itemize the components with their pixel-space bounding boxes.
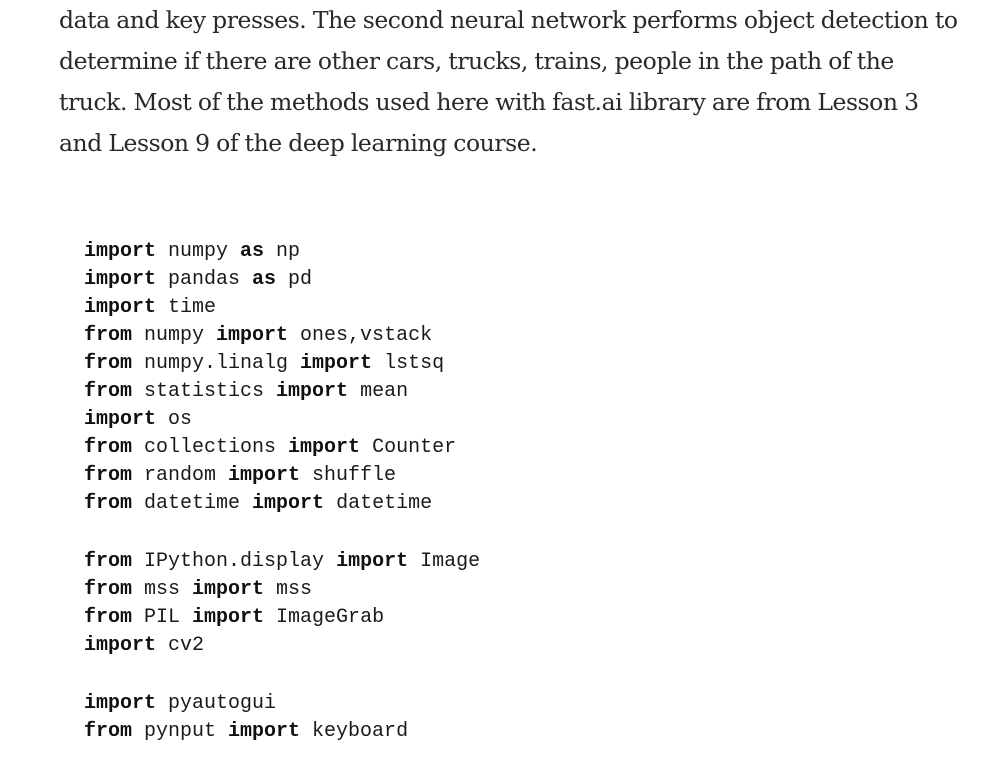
code-line: [84, 604, 480, 632]
code-keyword: import: [192, 606, 265, 629]
code-line: [84, 690, 480, 718]
code-keyword: import: [84, 296, 157, 319]
code-line: [84, 238, 480, 266]
code-text: cv2: [156, 634, 205, 657]
code-text: pd: [276, 268, 313, 291]
code-text: ImageGrab: [264, 606, 385, 629]
code-keyword: as: [252, 268, 277, 291]
code-line: [84, 378, 480, 406]
code-block: [84, 238, 480, 746]
code-text: numpy.linalg: [132, 352, 301, 375]
paragraph-line: and Lesson 9 of the deep learning course.: [59, 129, 538, 157]
code-keyword: from: [84, 380, 133, 403]
code-keyword: from: [84, 720, 133, 743]
code-text: collections: [132, 436, 289, 459]
code-keyword: import: [84, 408, 157, 431]
code-text: datetime: [132, 492, 253, 515]
paragraph-line: determine if there are other cars, trucks, trains, people in the path of the: [59, 47, 894, 75]
paragraph-line: truck. Most of the methods used here with fast.ai library are from Lesson 3: [59, 88, 919, 116]
code-keyword: from: [84, 550, 133, 573]
code-text: lstsq: [372, 352, 445, 375]
code-keyword: as: [240, 240, 265, 263]
code-keyword: import: [192, 578, 265, 601]
code-text: mss: [132, 578, 193, 601]
code-keyword: from: [84, 606, 133, 629]
code-line: [84, 294, 480, 322]
code-text: os: [156, 408, 193, 431]
code-keyword: import: [84, 634, 157, 657]
code-keyword: import: [84, 240, 157, 263]
code-line: [84, 576, 480, 604]
code-line: [84, 322, 480, 350]
code-text: keyboard: [300, 720, 409, 743]
code-line: [84, 462, 480, 490]
code-keyword: from: [84, 464, 133, 487]
code-text: mean: [348, 380, 409, 403]
code-line: [84, 548, 480, 576]
code-line: [84, 266, 480, 294]
article-body: [59, 0, 959, 164]
code-keyword: import: [276, 380, 349, 403]
code-text: Counter: [360, 436, 457, 459]
code-keyword: import: [300, 352, 373, 375]
code-keyword: import: [84, 692, 157, 715]
code-keyword: from: [84, 436, 133, 459]
code-keyword: from: [84, 492, 133, 515]
code-keyword: from: [84, 578, 133, 601]
code-keyword: import: [252, 492, 325, 515]
code-text: mss: [264, 578, 313, 601]
code-text: Image: [408, 550, 481, 573]
code-text: pyautogui: [156, 692, 277, 715]
code-text: shuffle: [300, 464, 397, 487]
code-keyword: import: [288, 436, 361, 459]
code-text: numpy: [156, 240, 241, 263]
code-text: IPython.display: [132, 550, 337, 573]
code-text: np: [264, 240, 301, 263]
code-blank-line: [84, 660, 480, 690]
code-keyword: import: [216, 324, 289, 347]
code-blank-line: [84, 518, 480, 548]
code-keyword: from: [84, 352, 133, 375]
code-text: time: [156, 296, 217, 319]
code-text: PIL: [132, 606, 193, 629]
code-keyword: import: [84, 268, 157, 291]
code-line: [84, 718, 480, 746]
code-text: statistics: [132, 380, 277, 403]
code-keyword: import: [228, 464, 301, 487]
code-text: pynput: [132, 720, 229, 743]
code-line: [84, 490, 480, 518]
code-line: [84, 406, 480, 434]
body-paragraph: [59, 0, 959, 164]
code-line: [84, 632, 480, 660]
paragraph-line: data and key presses. The second neural network performs object detection to: [59, 6, 958, 34]
code-text: ones,vstack: [288, 324, 433, 347]
code-keyword: import: [228, 720, 301, 743]
code-text: pandas: [156, 268, 253, 291]
code-keyword: from: [84, 324, 133, 347]
code-line: [84, 350, 480, 378]
code-text: datetime: [324, 492, 433, 515]
code-keyword: import: [336, 550, 409, 573]
code-text: random: [132, 464, 229, 487]
code-text: numpy: [132, 324, 217, 347]
code-line: [84, 434, 480, 462]
